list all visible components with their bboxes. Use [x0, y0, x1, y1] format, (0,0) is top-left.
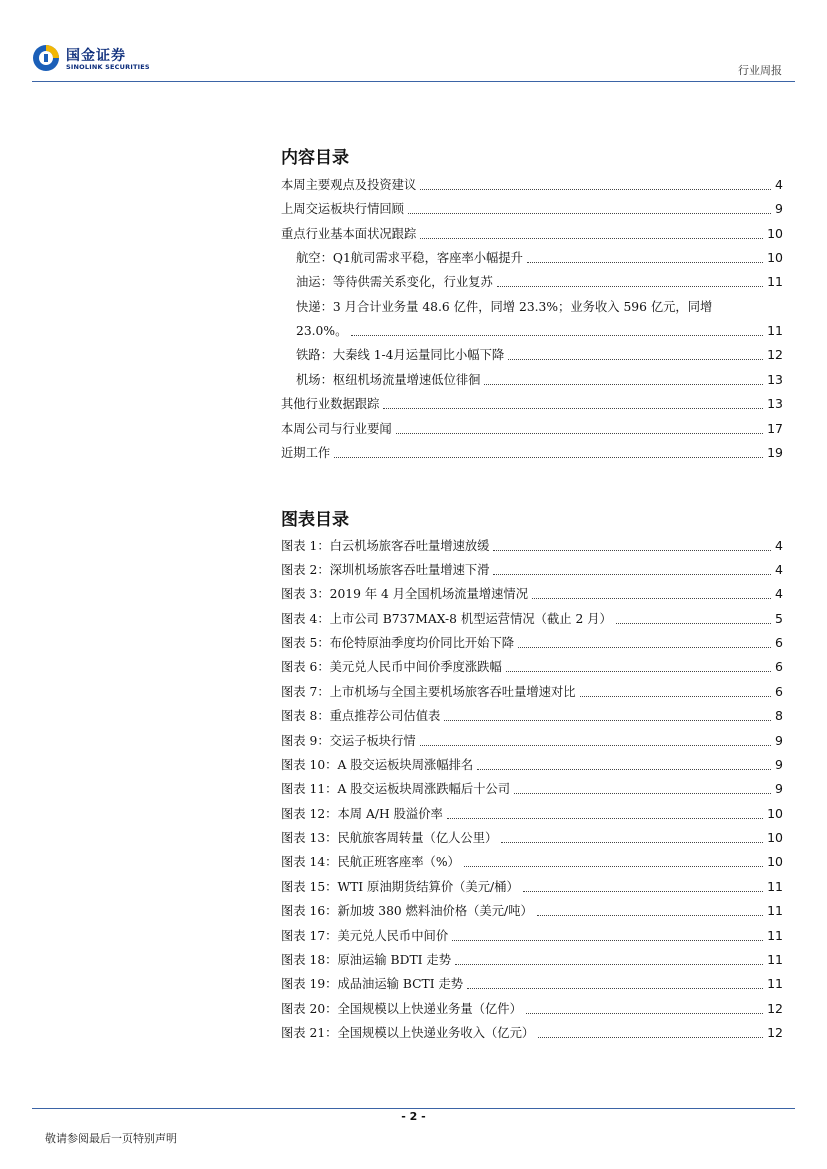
dot-leader [420, 745, 771, 746]
dot-leader [452, 940, 763, 941]
figure-entry-label: 图表 1：白云机场旅客吞吐量增速放缓 [281, 539, 490, 553]
figure-entry-page: 11 [767, 879, 783, 894]
figure-entry-page: 10 [767, 830, 783, 845]
dot-leader [508, 359, 763, 360]
figure-entry-label: 图表 17：美元兑人民币中间价 [281, 929, 449, 943]
figure-entry[interactable] [281, 732, 783, 750]
figure-entry-label: 图表 3：2019 年 4 月全国机场流量增速情况 [281, 587, 529, 601]
contents-title: 内容目录 [281, 148, 349, 168]
page-header [0, 0, 827, 90]
figure-entry-page: 10 [767, 854, 783, 869]
figure-entry-label: 图表 12：本周 A/H 股溢价率 [281, 807, 443, 821]
dot-leader [497, 286, 763, 287]
figure-entry-label: 图表 16：新加坡 380 燃料油价格（美元/吨） [281, 904, 533, 918]
toc-entry-label: 快递：3 月合计业务量 48.6 亿件，同增 23.3%；业务收入 596 亿元，同增 [296, 300, 713, 314]
figure-entry-page: 5 [775, 611, 783, 626]
dot-leader [493, 550, 771, 551]
toc-entry-label: 近期工作 [281, 446, 331, 460]
dot-leader [351, 335, 763, 336]
figure-entry-label: 图表 13：民航旅客周转量（亿人公里） [281, 831, 498, 845]
figure-entry-page: 9 [775, 781, 783, 796]
logo-english-name: SINOLINK SECURITIES [66, 63, 150, 71]
sinolink-logo-icon [32, 44, 60, 72]
toc-entry-page: 4 [775, 177, 783, 192]
figure-entry-page: 4 [775, 562, 783, 577]
figure-entry[interactable] [281, 829, 783, 847]
figure-entry[interactable] [281, 805, 783, 823]
figure-entry-label: 图表 18：原油运输 BDTI 走势 [281, 953, 452, 967]
dot-leader [514, 793, 771, 794]
dot-leader [420, 189, 771, 190]
figure-entry-page: 11 [767, 976, 783, 991]
footer-divider [32, 1108, 795, 1109]
dot-leader [506, 671, 771, 672]
figure-entry[interactable] [281, 634, 783, 652]
figure-entry-page: 6 [775, 659, 783, 674]
dot-leader [447, 818, 763, 819]
toc-entry-label: 机场：枢纽机场流量增速低位徘徊 [296, 373, 481, 387]
figure-entry[interactable] [281, 561, 783, 579]
figure-entry-label: 图表 15：WTI 原油期货结算价（美元/桶） [281, 880, 519, 894]
figure-entry-label: 图表 5：布伦特原油季度均价同比开始下降 [281, 636, 515, 650]
page-number: - 2 - [401, 1110, 426, 1123]
dot-leader [396, 433, 763, 434]
toc-entry-page: 11 [767, 274, 783, 289]
figure-entry[interactable] [281, 707, 783, 725]
toc-entry-page: 9 [775, 201, 783, 216]
report-type-label: 行业周报 [738, 64, 782, 77]
figure-entry[interactable] [281, 975, 783, 993]
figure-entry-page: 6 [775, 635, 783, 650]
toc-subentry-continued[interactable] [296, 322, 783, 340]
dot-leader [537, 915, 763, 916]
toc-entry-page: 13 [767, 372, 783, 387]
dot-leader [477, 769, 771, 770]
dot-leader [518, 647, 771, 648]
figure-entry[interactable] [281, 683, 783, 701]
toc-entry[interactable] [281, 225, 783, 243]
figure-entry-page: 4 [775, 586, 783, 601]
figure-entry-page: 4 [775, 538, 783, 553]
dot-leader [526, 1013, 763, 1014]
figure-entry-label: 图表 6：美元兑人民币中间价季度涨跌幅 [281, 660, 502, 674]
toc-entry-page: 19 [767, 445, 783, 460]
logo-chinese-name: 国金证券 [66, 48, 126, 64]
toc-subentry[interactable] [296, 249, 783, 267]
toc-entry[interactable] [281, 395, 783, 413]
figure-entry-label: 图表 9：交运子板块行情 [281, 734, 416, 748]
toc-entry-label: 其他行业数据跟踪 [281, 397, 380, 411]
toc-entry[interactable] [281, 176, 783, 194]
toc-subentry[interactable] [296, 273, 783, 291]
figure-entry[interactable] [281, 756, 783, 774]
figure-entry-page: 6 [775, 684, 783, 699]
figure-entry-label: 图表 11：A 股交运板块周涨跌幅后十公司 [281, 782, 511, 796]
figure-entry[interactable] [281, 610, 783, 628]
figure-entry[interactable] [281, 1000, 783, 1018]
toc-entry-label: 油运：等待供需关系变化，行业复苏 [296, 275, 493, 289]
dot-leader [501, 842, 763, 843]
dot-leader [334, 457, 763, 458]
toc-entry-label: 航空：Q1航司需求平稳，客座率小幅提升 [296, 251, 523, 265]
dot-leader [464, 866, 763, 867]
figure-entry[interactable] [281, 902, 783, 920]
figure-entry[interactable] [281, 1024, 783, 1042]
figure-entry[interactable] [281, 927, 783, 945]
toc-entry-label: 铁路：大秦线 1-4月运量同比小幅下降 [296, 348, 505, 362]
figure-entry-label: 图表 4：上市公司 B737MAX-8 机型运营情况（截止 2 月） [281, 612, 612, 626]
figure-entry[interactable] [281, 878, 783, 896]
figure-entry[interactable] [281, 853, 783, 871]
figure-entry-label: 图表 19：成品油运输 BCTI 走势 [281, 977, 464, 991]
dot-leader [532, 598, 771, 599]
toc-subentry[interactable] [296, 346, 783, 364]
figure-entry-page: 11 [767, 928, 783, 943]
toc-entry-page: 13 [767, 396, 783, 411]
toc-entry-page: 10 [767, 250, 783, 265]
toc-entry[interactable] [281, 444, 783, 462]
toc-entry-label: 重点行业基本面状况跟踪 [281, 227, 417, 241]
dot-leader [467, 988, 763, 989]
dot-leader [484, 384, 763, 385]
figure-entry-page: 8 [775, 708, 783, 723]
toc-subentry[interactable] [296, 371, 783, 389]
dot-leader [493, 574, 771, 575]
toc-subentry[interactable] [296, 298, 783, 316]
figure-entry-page: 12 [767, 1025, 783, 1040]
figure-entry-page: 11 [767, 903, 783, 918]
figure-entry-label: 图表 7：上市机场与全国主要机场旅客吞吐量增速对比 [281, 685, 576, 699]
toc-entry-page: 12 [767, 347, 783, 362]
toc-entry-label: 本周主要观点及投资建议 [281, 178, 417, 192]
dot-leader [616, 623, 771, 624]
figure-entry[interactable] [281, 658, 783, 676]
dot-leader [383, 408, 763, 409]
dot-leader [420, 238, 763, 239]
figure-entry-label: 图表 14：民航正班客座率（%） [281, 855, 460, 869]
figure-entry-page: 9 [775, 733, 783, 748]
dot-leader [408, 213, 771, 214]
figure-entry-page: 11 [767, 952, 783, 967]
figures-title: 图表目录 [281, 510, 349, 530]
dot-leader [527, 262, 763, 263]
toc-entry-page: 10 [767, 226, 783, 241]
header-divider [32, 81, 795, 82]
figure-entry-page: 12 [767, 1001, 783, 1016]
toc-entry-page: 17 [767, 421, 783, 436]
dot-leader [444, 720, 771, 721]
figure-entry-label: 图表 10：A 股交运板块周涨幅排名 [281, 758, 474, 772]
figure-entry-label: 图表 2：深圳机场旅客吞吐量增速下滑 [281, 563, 490, 577]
dot-leader [455, 964, 763, 965]
figure-entry-label: 图表 20：全国规模以上快递业务量（亿件） [281, 1002, 522, 1016]
figure-entry-page: 9 [775, 757, 783, 772]
figure-entry[interactable] [281, 951, 783, 969]
toc-entry-label: 上周交运板块行情回顾 [281, 202, 404, 216]
footer-disclaimer: 敬请参阅最后一页特别声明 [45, 1132, 177, 1145]
toc-entry[interactable] [281, 420, 783, 438]
figure-entry-label: 图表 8：重点推荐公司估值表 [281, 709, 441, 723]
dot-leader [523, 891, 763, 892]
figure-entry-label: 图表 21：全国规模以上快递业务收入（亿元） [281, 1026, 535, 1040]
figure-entry[interactable] [281, 537, 783, 555]
figure-entry[interactable] [281, 585, 783, 603]
toc-entry[interactable] [281, 200, 783, 218]
toc-entry-page: 11 [767, 323, 783, 338]
figure-entry[interactable] [281, 780, 783, 798]
dot-leader [580, 696, 771, 697]
dot-leader [538, 1037, 763, 1038]
toc-entry-label: 本周公司与行业要闻 [281, 422, 392, 436]
company-logo [32, 44, 162, 76]
toc-entry-label: 23.0%。 [296, 324, 348, 338]
figure-entry-page: 10 [767, 806, 783, 821]
